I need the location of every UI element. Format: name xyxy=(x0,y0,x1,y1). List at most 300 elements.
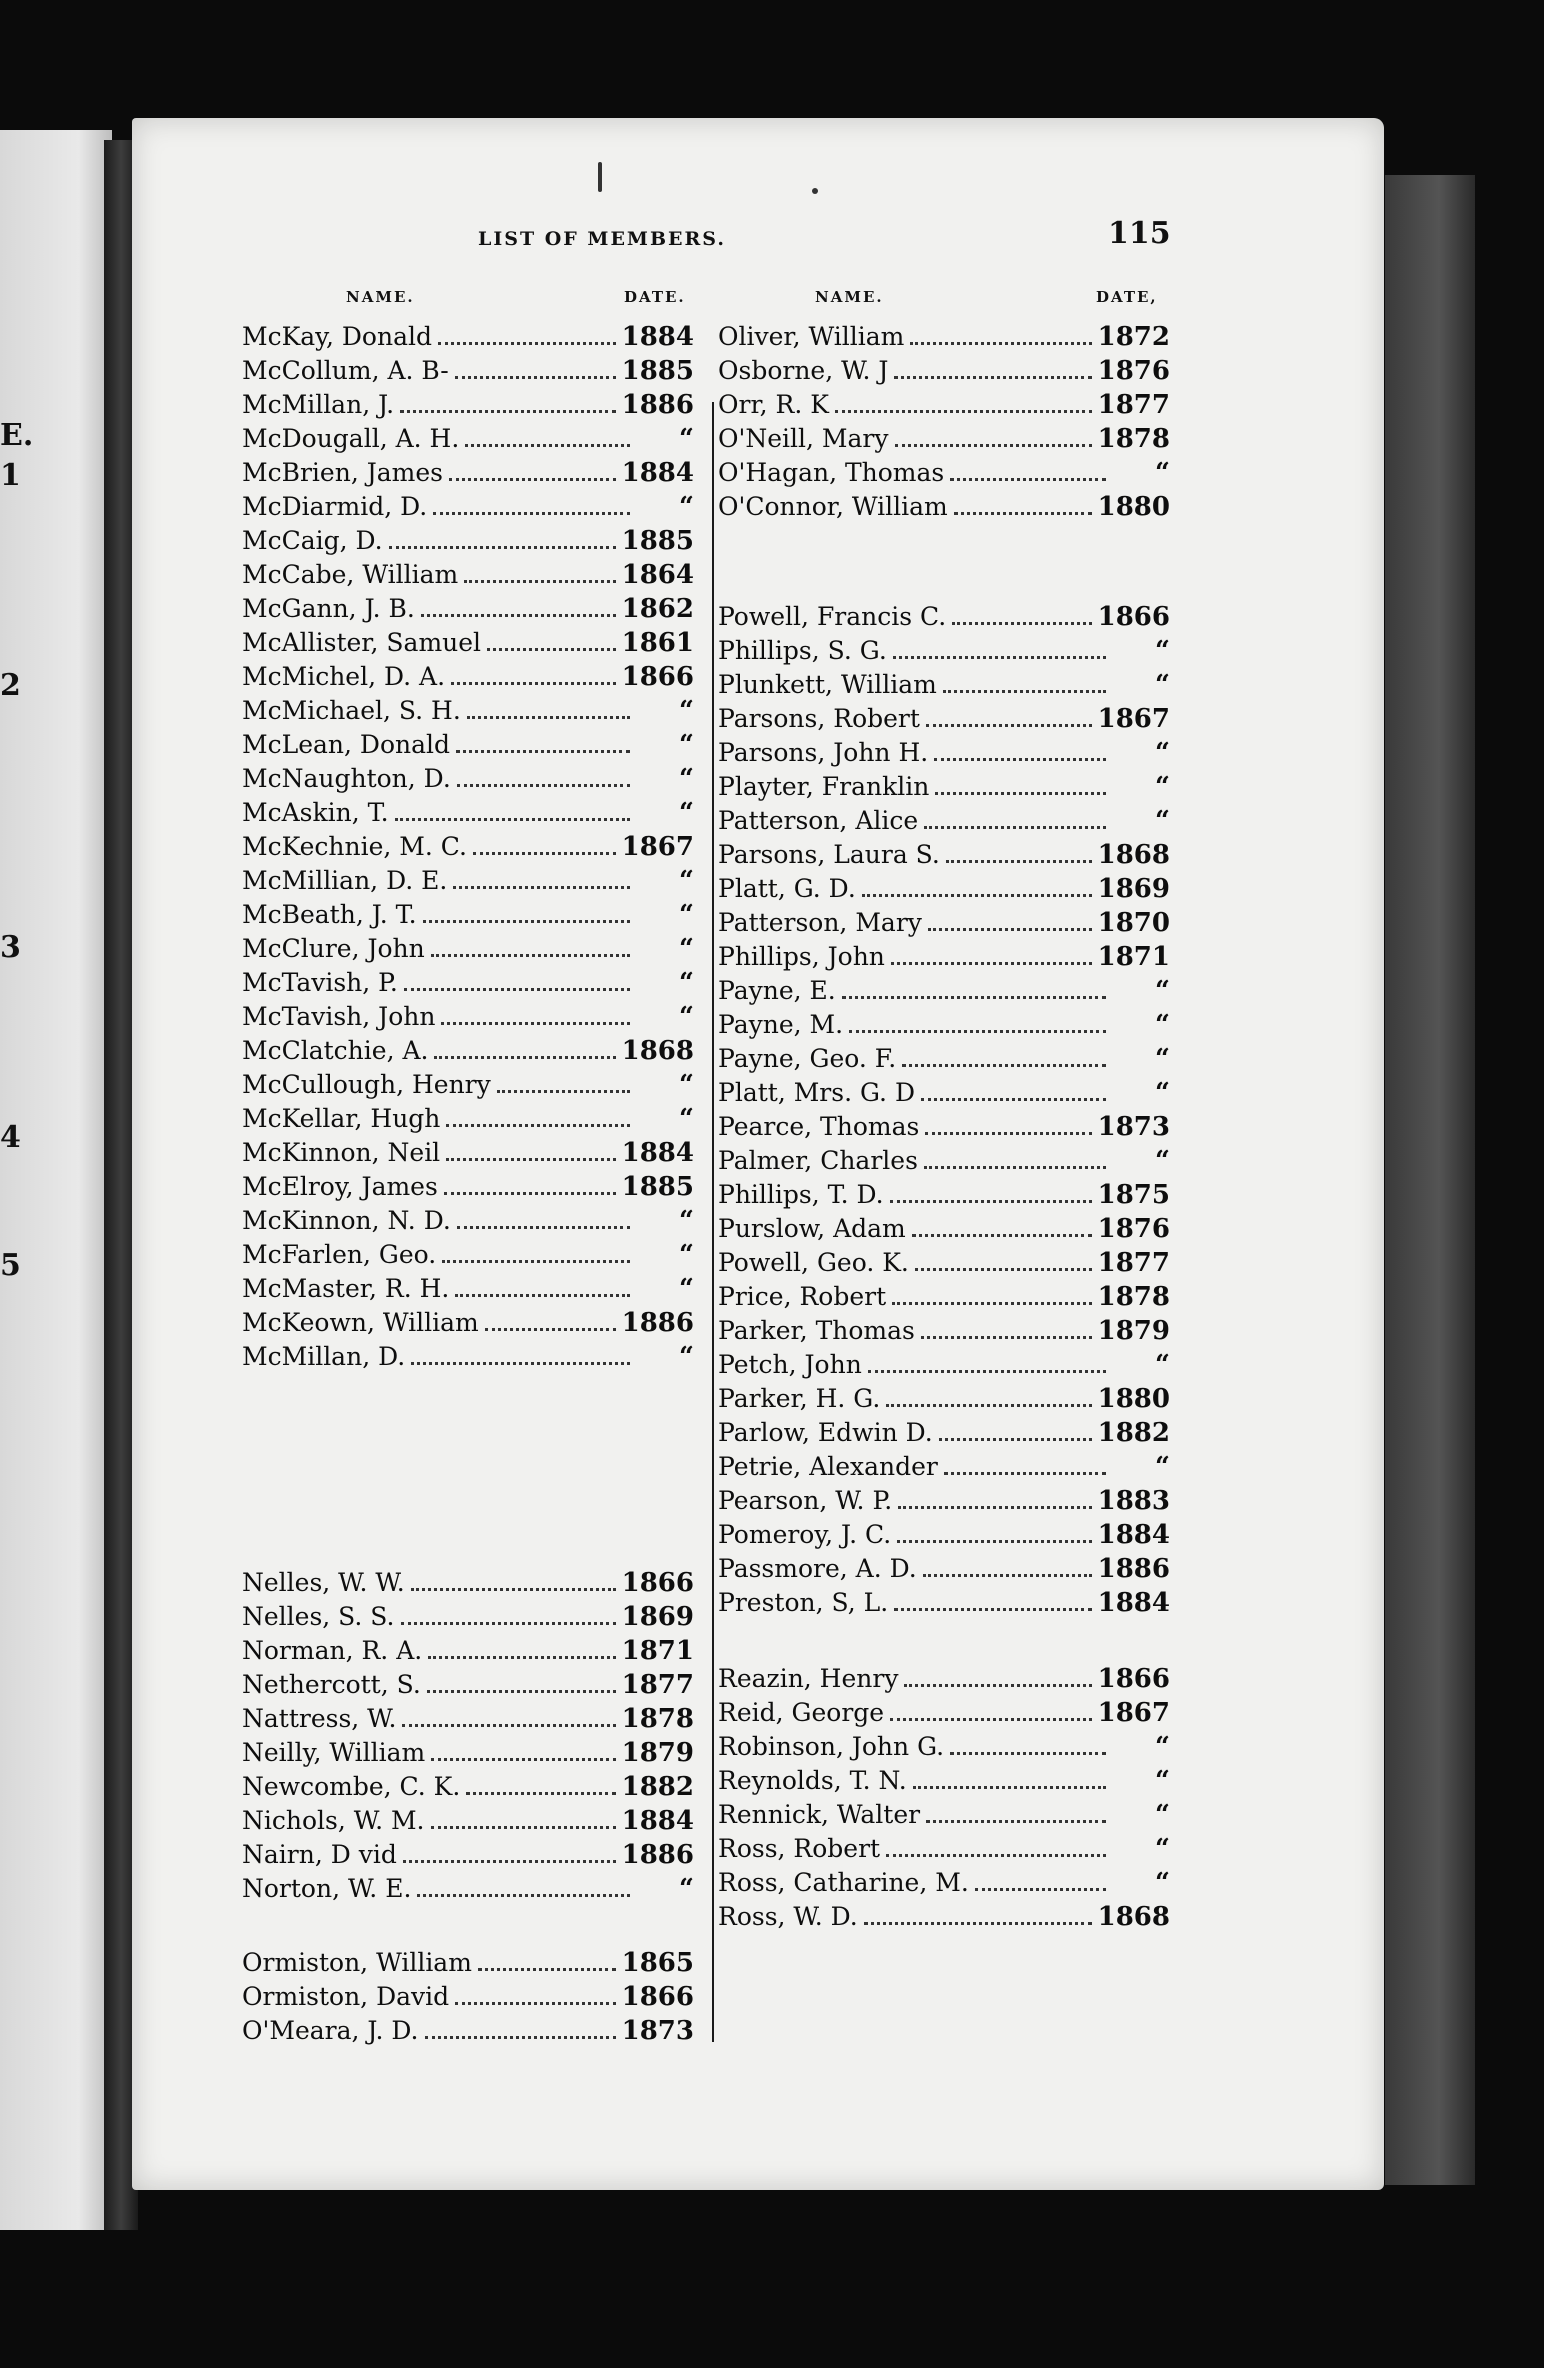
member-name: McCollum, A. B- xyxy=(242,356,449,385)
member-date: 1869 xyxy=(621,1602,694,1632)
member-row xyxy=(242,1206,694,1238)
member-name: Preston, S, L. xyxy=(718,1588,889,1617)
dot-leader xyxy=(897,1539,1091,1543)
dot-leader xyxy=(864,1921,1092,1925)
dot-leader xyxy=(928,927,1092,931)
member-date: 1866 xyxy=(621,662,694,692)
member-name: Parsons, Laura S. xyxy=(718,840,940,869)
dot-leader xyxy=(478,1967,616,1971)
dot-leader xyxy=(395,817,630,821)
dot-leader xyxy=(434,1055,615,1059)
member-date: “ xyxy=(1155,1800,1170,1830)
member-row xyxy=(718,1010,1170,1042)
member-name: Reazin, Henry xyxy=(718,1664,899,1693)
member-date: 1886 xyxy=(621,390,694,420)
dot-leader xyxy=(427,1689,616,1693)
member-row xyxy=(242,1308,694,1340)
member-row xyxy=(242,1172,694,1204)
member-date: “ xyxy=(1155,1732,1170,1762)
member-date: “ xyxy=(1155,1350,1170,1380)
member-row xyxy=(718,1588,1170,1620)
member-date: 1867 xyxy=(1097,704,1170,734)
member-row xyxy=(718,602,1170,634)
member-name: Payne, Geo. F. xyxy=(718,1044,897,1073)
member-date: 1885 xyxy=(621,526,694,556)
column-divider xyxy=(712,402,714,2042)
member-date: 1875 xyxy=(1097,1180,1170,1210)
member-name: McCullough, Henry xyxy=(242,1070,491,1099)
member-date: 1872 xyxy=(1097,322,1170,352)
member-date: 1883 xyxy=(1097,1486,1170,1516)
dot-leader xyxy=(423,919,630,923)
member-name: Powell, Geo. K. xyxy=(718,1248,909,1277)
member-date: 1871 xyxy=(621,1636,694,1666)
member-row xyxy=(242,1772,694,1804)
member-name: Nelles, W. W. xyxy=(242,1568,405,1597)
dot-leader xyxy=(446,1157,615,1161)
dot-leader xyxy=(944,1471,1106,1475)
member-name: Phillips, John xyxy=(718,942,885,971)
dot-leader xyxy=(895,443,1092,447)
member-name: McCabe, William xyxy=(242,560,459,589)
member-date: 1884 xyxy=(621,1806,694,1836)
dot-leader xyxy=(425,2035,616,2039)
member-date: “ xyxy=(679,1342,694,1372)
member-name: McKechnie, M. C. xyxy=(242,832,467,861)
member-row xyxy=(242,1274,694,1306)
member-name: Ross, Catharine, M. xyxy=(718,1868,969,1897)
member-date: “ xyxy=(679,798,694,828)
member-date: “ xyxy=(1155,1078,1170,1108)
dot-leader xyxy=(943,689,1106,693)
right-name-header: NAME. xyxy=(815,288,884,306)
member-date: 1884 xyxy=(621,1138,694,1168)
dot-leader xyxy=(404,987,630,991)
member-row xyxy=(242,1036,694,1068)
member-name: McKinnon, N. D. xyxy=(242,1206,451,1235)
dot-leader xyxy=(923,1573,1092,1577)
member-row xyxy=(242,1342,694,1374)
dot-leader xyxy=(453,885,630,889)
dot-leader xyxy=(886,1403,1091,1407)
dot-leader xyxy=(411,1587,616,1591)
dot-leader xyxy=(466,1791,615,1795)
member-row xyxy=(242,322,694,354)
member-date: “ xyxy=(1155,1834,1170,1864)
member-name: Plunkett, William xyxy=(718,670,937,699)
member-row xyxy=(242,832,694,864)
member-name: McTavish, P. xyxy=(242,968,398,997)
facing-page-fragment: 2 xyxy=(0,668,21,703)
dot-leader xyxy=(411,1361,630,1365)
member-name: Parsons, Robert xyxy=(718,704,920,733)
dot-leader xyxy=(946,859,1092,863)
member-name: Nairn, D vid xyxy=(242,1840,397,1869)
member-name: Pearce, Thomas xyxy=(718,1112,920,1141)
member-date: 1867 xyxy=(621,832,694,862)
member-name: Reid, George xyxy=(718,1698,885,1727)
member-row xyxy=(718,1486,1170,1518)
member-name: McMichel, D. A. xyxy=(242,662,446,691)
member-name: O'Connor, William xyxy=(718,492,948,521)
member-row xyxy=(718,1800,1170,1832)
member-name: McBrien, James xyxy=(242,458,443,487)
member-name: Ross, Robert xyxy=(718,1834,881,1863)
member-name: Payne, E. xyxy=(718,976,836,1005)
member-date: 1876 xyxy=(1097,356,1170,386)
member-row xyxy=(718,492,1170,524)
member-row xyxy=(718,636,1170,668)
member-row xyxy=(718,1044,1170,1076)
member-date: 1884 xyxy=(621,322,694,352)
member-row xyxy=(242,968,694,1000)
member-date: “ xyxy=(679,934,694,964)
dot-leader xyxy=(939,1437,1092,1441)
member-name: McGann, J. B. xyxy=(242,594,415,623)
member-row xyxy=(242,798,694,830)
member-row xyxy=(718,1078,1170,1110)
member-name: Passmore, A. D. xyxy=(718,1554,917,1583)
member-name: Petrie, Alexander xyxy=(718,1452,938,1481)
member-row xyxy=(242,1636,694,1668)
dot-leader xyxy=(891,961,1092,965)
member-row xyxy=(718,874,1170,906)
dot-leader xyxy=(925,1131,1091,1135)
dot-leader xyxy=(487,647,616,651)
right-date-header: DATE, xyxy=(1096,288,1158,306)
member-name: McAllister, Samuel xyxy=(242,628,482,657)
facing-page-fragment: 4 xyxy=(0,1120,21,1155)
member-row xyxy=(242,1704,694,1736)
member-row xyxy=(718,424,1170,456)
member-name: Parker, H. G. xyxy=(718,1384,881,1413)
dot-leader xyxy=(894,375,1091,379)
dot-leader xyxy=(975,1887,1106,1891)
dot-leader xyxy=(926,723,1092,727)
member-row xyxy=(718,1902,1170,1934)
dot-leader xyxy=(890,1199,1092,1203)
member-date: 1877 xyxy=(621,1670,694,1700)
member-name: McBeath, J. T. xyxy=(242,900,417,929)
member-name: Ross, W. D. xyxy=(718,1902,858,1931)
member-name: O'Hagan, Thomas xyxy=(718,458,945,487)
member-row xyxy=(718,1698,1170,1730)
member-date: 1879 xyxy=(1097,1316,1170,1346)
member-row xyxy=(242,1568,694,1600)
member-date: 1861 xyxy=(621,628,694,658)
dot-leader xyxy=(894,1607,1091,1611)
member-date: 1886 xyxy=(621,1308,694,1338)
dot-leader xyxy=(456,749,630,753)
member-name: O'Neill, Mary xyxy=(718,424,889,453)
dot-leader xyxy=(924,1165,1106,1169)
facing-page-fragment: E. xyxy=(0,418,34,453)
member-name: McMillan, J. xyxy=(242,390,395,419)
member-row xyxy=(718,458,1170,490)
member-name: McCaig, D. xyxy=(242,526,383,555)
page-stack-shadow xyxy=(1385,175,1475,2185)
member-date: 1873 xyxy=(621,2016,694,2046)
member-name: McKay, Donald xyxy=(242,322,432,351)
dot-leader xyxy=(886,1853,1106,1857)
print-speck xyxy=(812,188,818,194)
member-row xyxy=(242,900,694,932)
dot-leader xyxy=(455,375,616,379)
member-name: Purslow, Adam xyxy=(718,1214,906,1243)
member-name: Nethercott, S. xyxy=(242,1670,421,1699)
dot-leader xyxy=(428,1655,615,1659)
dot-leader xyxy=(403,1859,616,1863)
member-row xyxy=(242,1982,694,2014)
member-name: McClure, John xyxy=(242,934,425,963)
member-date: “ xyxy=(1155,806,1170,836)
dot-leader xyxy=(457,783,630,787)
member-row xyxy=(242,458,694,490)
member-name: Palmer, Charles xyxy=(718,1146,918,1175)
member-name: McNaughton, D. xyxy=(242,764,451,793)
member-name: Patterson, Mary xyxy=(718,908,922,937)
member-row xyxy=(718,322,1170,354)
member-row xyxy=(718,1418,1170,1450)
member-date: 1862 xyxy=(621,594,694,624)
member-name: Newcombe, C. K. xyxy=(242,1772,461,1801)
member-date: 1868 xyxy=(621,1036,694,1066)
member-row xyxy=(242,1002,694,1034)
dot-leader xyxy=(912,1233,1092,1237)
member-date: 1884 xyxy=(1097,1520,1170,1550)
member-date: “ xyxy=(1155,1044,1170,1074)
facing-page-fragment: 5 xyxy=(0,1248,21,1283)
dot-leader xyxy=(910,341,1091,345)
member-name: McKellar, Hugh xyxy=(242,1104,441,1133)
member-row xyxy=(242,2016,694,2048)
dot-leader xyxy=(465,443,630,447)
member-row xyxy=(242,424,694,456)
dot-leader xyxy=(467,715,630,719)
member-name: McKinnon, Neil xyxy=(242,1138,441,1167)
member-row xyxy=(718,356,1170,388)
member-row xyxy=(242,356,694,388)
member-name: McAskin, T. xyxy=(242,798,389,827)
member-name: Platt, Mrs. G. D xyxy=(718,1078,915,1107)
member-date: 1885 xyxy=(621,356,694,386)
dot-leader xyxy=(835,409,1092,413)
member-row xyxy=(718,942,1170,974)
dot-leader xyxy=(442,1259,630,1263)
member-date: 1882 xyxy=(1097,1418,1170,1448)
member-row xyxy=(718,1520,1170,1552)
member-date: 1871 xyxy=(1097,942,1170,972)
member-row xyxy=(242,764,694,796)
dot-leader xyxy=(950,1751,1106,1755)
member-date: 1876 xyxy=(1097,1214,1170,1244)
member-row xyxy=(718,1180,1170,1212)
member-date: 1882 xyxy=(621,1772,694,1802)
dot-leader xyxy=(902,1063,1106,1067)
dot-leader xyxy=(898,1505,1091,1509)
member-name: Platt, G. D. xyxy=(718,874,856,903)
member-date: 1878 xyxy=(1097,1282,1170,1312)
member-row xyxy=(718,1384,1170,1416)
dot-leader xyxy=(438,341,616,345)
member-date: “ xyxy=(679,1240,694,1270)
member-date: “ xyxy=(679,1104,694,1134)
member-name: O'Meara, J. D. xyxy=(242,2016,419,2045)
member-row xyxy=(242,1806,694,1838)
member-date: “ xyxy=(1155,772,1170,802)
member-row xyxy=(718,1868,1170,1900)
member-name: Phillips, S. G. xyxy=(718,636,887,665)
dot-leader xyxy=(950,477,1106,481)
member-name: Price, Robert xyxy=(718,1282,887,1311)
member-row xyxy=(718,738,1170,770)
dot-leader xyxy=(868,1369,1106,1373)
member-name: Nichols, W. M. xyxy=(242,1806,425,1835)
member-date: “ xyxy=(1155,636,1170,666)
member-name: Phillips, T. D. xyxy=(718,1180,884,1209)
dot-leader xyxy=(926,1819,1106,1823)
dot-leader xyxy=(935,791,1106,795)
dot-leader xyxy=(457,1225,630,1229)
member-row xyxy=(718,908,1170,940)
member-date: 1873 xyxy=(1097,1112,1170,1142)
member-date: 1885 xyxy=(621,1172,694,1202)
dot-leader xyxy=(389,545,616,549)
member-date: “ xyxy=(1155,1868,1170,1898)
dot-leader xyxy=(441,1021,630,1025)
member-row xyxy=(718,1248,1170,1280)
dot-leader xyxy=(893,655,1106,659)
dot-leader xyxy=(913,1785,1106,1789)
member-date: 1877 xyxy=(1097,390,1170,420)
dot-leader xyxy=(433,511,630,515)
dot-leader xyxy=(431,953,630,957)
member-row xyxy=(242,662,694,694)
member-date: “ xyxy=(679,1070,694,1100)
member-row xyxy=(242,628,694,660)
member-row xyxy=(718,1766,1170,1798)
member-row xyxy=(718,840,1170,872)
member-name: McTavish, John xyxy=(242,1002,436,1031)
member-row xyxy=(718,1664,1170,1696)
member-name: McMichael, S. H. xyxy=(242,696,461,725)
dot-leader xyxy=(449,477,616,481)
member-name: Petch, John xyxy=(718,1350,862,1379)
member-date: “ xyxy=(1155,458,1170,488)
dot-leader xyxy=(455,2001,615,2005)
member-date: “ xyxy=(1155,1452,1170,1482)
member-name: Ormiston, David xyxy=(242,1982,450,2011)
left-date-header: DATE. xyxy=(624,288,686,306)
member-date: “ xyxy=(679,968,694,998)
member-row xyxy=(242,1240,694,1272)
member-date: “ xyxy=(679,696,694,726)
left-name-header: NAME. xyxy=(346,288,415,306)
member-date: 1864 xyxy=(621,560,694,590)
dot-leader xyxy=(485,1327,616,1331)
member-date: “ xyxy=(679,1874,694,1904)
member-date: 1880 xyxy=(1097,492,1170,522)
member-row xyxy=(242,1104,694,1136)
member-date: “ xyxy=(679,492,694,522)
print-speck xyxy=(598,162,602,192)
dot-leader xyxy=(444,1191,616,1195)
member-date: “ xyxy=(1155,1146,1170,1176)
dot-leader xyxy=(921,1335,1092,1339)
dot-leader xyxy=(431,1825,616,1829)
member-date: 1870 xyxy=(1097,908,1170,938)
member-row xyxy=(242,492,694,524)
member-row xyxy=(242,594,694,626)
dot-leader xyxy=(934,757,1106,761)
member-name: McMaster, R. H. xyxy=(242,1274,450,1303)
dot-leader xyxy=(842,995,1106,999)
running-title: LIST OF MEMBERS. xyxy=(478,228,726,250)
member-row xyxy=(718,390,1170,422)
member-name: McFarlen, Geo. xyxy=(242,1240,437,1269)
member-row xyxy=(242,1138,694,1170)
dot-leader xyxy=(446,1123,630,1127)
member-name: Norton, W. E. xyxy=(242,1874,412,1903)
member-name: Neilly, William xyxy=(242,1738,426,1767)
dot-leader xyxy=(417,1893,630,1897)
member-row xyxy=(718,1350,1170,1382)
member-date: 1868 xyxy=(1097,1902,1170,1932)
member-row xyxy=(242,1738,694,1770)
member-row xyxy=(718,1834,1170,1866)
member-name: Pearson, W. P. xyxy=(718,1486,893,1515)
member-name: McDiarmid, D. xyxy=(242,492,428,521)
member-row xyxy=(242,1948,694,1980)
member-name: Ormiston, William xyxy=(242,1948,472,1977)
member-date: “ xyxy=(1155,1010,1170,1040)
member-date: 1877 xyxy=(1097,1248,1170,1278)
member-date: “ xyxy=(679,1274,694,1304)
member-date: 1879 xyxy=(621,1738,694,1768)
member-name: Pomeroy, J. C. xyxy=(718,1520,892,1549)
member-row xyxy=(718,1732,1170,1764)
member-date: “ xyxy=(679,900,694,930)
facing-page-fragment: 3 xyxy=(0,930,21,965)
member-date: 1880 xyxy=(1097,1384,1170,1414)
member-row xyxy=(718,1452,1170,1484)
member-row xyxy=(242,730,694,762)
member-date: 1866 xyxy=(621,1568,694,1598)
member-row xyxy=(718,1146,1170,1178)
member-date: 1868 xyxy=(1097,840,1170,870)
dot-leader xyxy=(892,1301,1091,1305)
member-row xyxy=(242,526,694,558)
member-name: Oliver, William xyxy=(718,322,905,351)
member-date: 1886 xyxy=(1097,1554,1170,1584)
facing-page-edge xyxy=(0,130,112,2230)
member-row xyxy=(242,696,694,728)
dot-leader xyxy=(915,1267,1092,1271)
member-date: 1866 xyxy=(621,1982,694,2012)
member-date: “ xyxy=(679,424,694,454)
dot-leader xyxy=(401,1621,616,1625)
member-row xyxy=(718,1316,1170,1348)
member-name: Norman, R. A. xyxy=(242,1636,423,1665)
dot-leader xyxy=(451,681,616,685)
dot-leader xyxy=(473,851,616,855)
member-name: Playter, Franklin xyxy=(718,772,930,801)
member-date: “ xyxy=(679,764,694,794)
member-date: 1866 xyxy=(1097,602,1170,632)
member-name: Patterson, Alice xyxy=(718,806,919,835)
member-row xyxy=(242,1874,694,1906)
member-row xyxy=(718,1282,1170,1314)
